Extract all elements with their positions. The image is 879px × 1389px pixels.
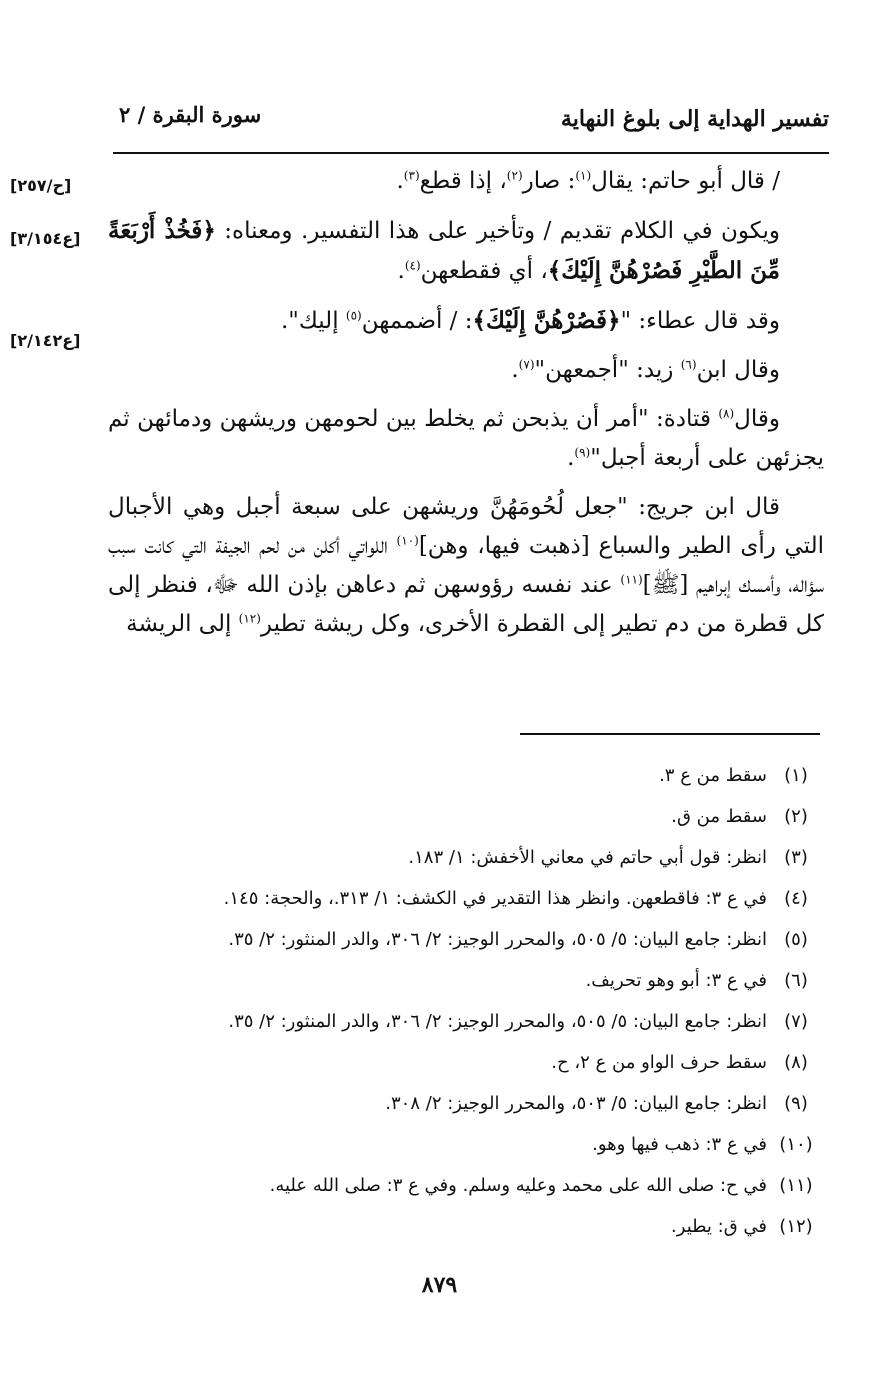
- footnote-ref: (٧): [518, 357, 535, 372]
- footnote: (٧)انظر: جامع البيان: ٥/ ٥٠٥، والمحرر الوجيز: ٢/ ٣٠٦، والدر المنثور: ٢/ ٣٥.: [228, 1011, 808, 1032]
- footnote-separator: [520, 733, 820, 735]
- margin-ref-1: [ح/٢٥٧]: [10, 176, 72, 195]
- surah-label: سورة البقرة / ٢: [119, 102, 262, 127]
- footnote: (١)سقط من ع ٣.: [659, 765, 808, 786]
- paragraph-1: / قال أبو حاتم: يقال$^{(١)}$: صار$^{(٢)}$، إذا قطع$^{(٣)}$.: [396, 168, 780, 194]
- footnote-ref: (٤): [404, 258, 421, 273]
- footnote-ref: (٣): [403, 168, 420, 183]
- paragraph-2: ويكون في الكلام تقديم / وتأخير على هذا التفسير. ومعناه: ﴿فَخُذْ أَرْبَعَةً مِّنَ الطَّيْرِ فَصُرْهُنَّ إِلَيْكَ﴾، أي فقطعهن$^{(٤)}$.: [108, 217, 780, 284]
- paragraph-4: وقال ابن$^{(٦)}$ زيد: "أجمعهن"$^{(٧)}$.: [511, 357, 780, 383]
- footnote: (٨)سقط حرف الواو من ع ٢، ح.: [551, 1052, 808, 1073]
- footnote-ref: (١٢): [238, 611, 261, 626]
- running-header: [113, 100, 829, 154]
- footnote-ref: (١٠): [396, 533, 419, 548]
- footnote: (١١)في ح: صلى الله على محمد وعليه وسلم. وفي ع ٣: صلى الله عليه.: [269, 1175, 813, 1196]
- book-title: تفسير الهداية إلى بلوغ النهاية: [560, 106, 829, 132]
- footnote-ref: (١١): [620, 572, 643, 587]
- paragraph-5: وقال$^{(٨)}$ قتادة: "أمر أن يذبحن ثم يخلط بين لحومهن وريشهن ودمائهن ثم يجزئهن على أربعة أجبل"$^{(٩)}$.: [108, 406, 824, 471]
- footnote-ref: (٦): [680, 357, 697, 372]
- paragraph-6: قال ابن جريج: "جعل لُحُومَهُنَّ وريشهن على سبعة أجبل وهي الأجبال التي رأى الطير والسباع [ذهبت فيها، وهن]$^{(١٠)}$ اللواتي أكلن من لحم الجيفة التي كانت سبب سؤاله، وأمسك إبراهيم [ﷺ]$^{(١١)}$ عند نفسه رؤوسهن ثم دعاهن بإذن الله ﷻ، فنظر إلى كل قطرة من دم تطير إلى القطرة الأخرى، وكل ريشة تطير$^{(١٢)}$ إلى الريشة: [108, 494, 825, 637]
- footnote-ref: (٨): [718, 406, 735, 421]
- footnote: (١٢)في ق: يطير.: [671, 1216, 813, 1237]
- footnote-ref: (٩): [574, 445, 591, 460]
- footnote: (٦)في ع ٣: أبو وهو تحريف.: [585, 970, 808, 991]
- margin-ref-2: [ع٣/١٥٤]: [10, 229, 81, 248]
- page-number: ٨٧٩: [421, 1272, 458, 1298]
- footnote: (١٠)في ع ٣: ذهب فيها وهو.: [592, 1134, 813, 1155]
- quran-verse: ﴿فَخُذْ أَرْبَعَةً مِّنَ الطَّيْرِ فَصُرْهُنَّ إِلَيْكَ﴾: [108, 217, 780, 284]
- footnote: (٣)انظر: قول أبي حاتم في معاني الأخفش: ١/ ١٨٣.: [408, 847, 808, 868]
- footnote-ref: (٢): [506, 168, 523, 183]
- paragraph-3: وقد قال عطاء: "﴿فَصُرْهُنَّ إِلَيْكَ﴾: / أضممهن$^{(٥)}$ إليك".: [280, 307, 780, 334]
- footnote: (٢)سقط من ق.: [671, 806, 808, 827]
- footnote-ref: (٥): [345, 308, 362, 323]
- main-text: [108, 162, 824, 654]
- footnote: (٩)انظر: جامع البيان: ٥/ ٥٠٣، والمحرر الوجيز: ٢/ ٣٠٨.: [385, 1093, 808, 1114]
- quran-verse: ﴿فَصُرْهُنَّ إِلَيْكَ﴾: [472, 307, 621, 334]
- footnote-ref: (١): [575, 168, 592, 183]
- margin-ref-3: [ع٢/١٤٢]: [10, 331, 81, 350]
- footnote: (٤)في ع ٣: فاقطعهن. وانظر هذا التقدير في الكشف: ١/ ٣١٣.، والحجة: ١٤٥.: [223, 888, 808, 909]
- footnote: (٥)انظر: جامع البيان: ٥/ ٥٠٥، والمحرر الوجيز: ٢/ ٣٠٦، والدر المنثور: ٢/ ٣٥.: [228, 929, 808, 950]
- footnotes-list: [150, 755, 825, 1247]
